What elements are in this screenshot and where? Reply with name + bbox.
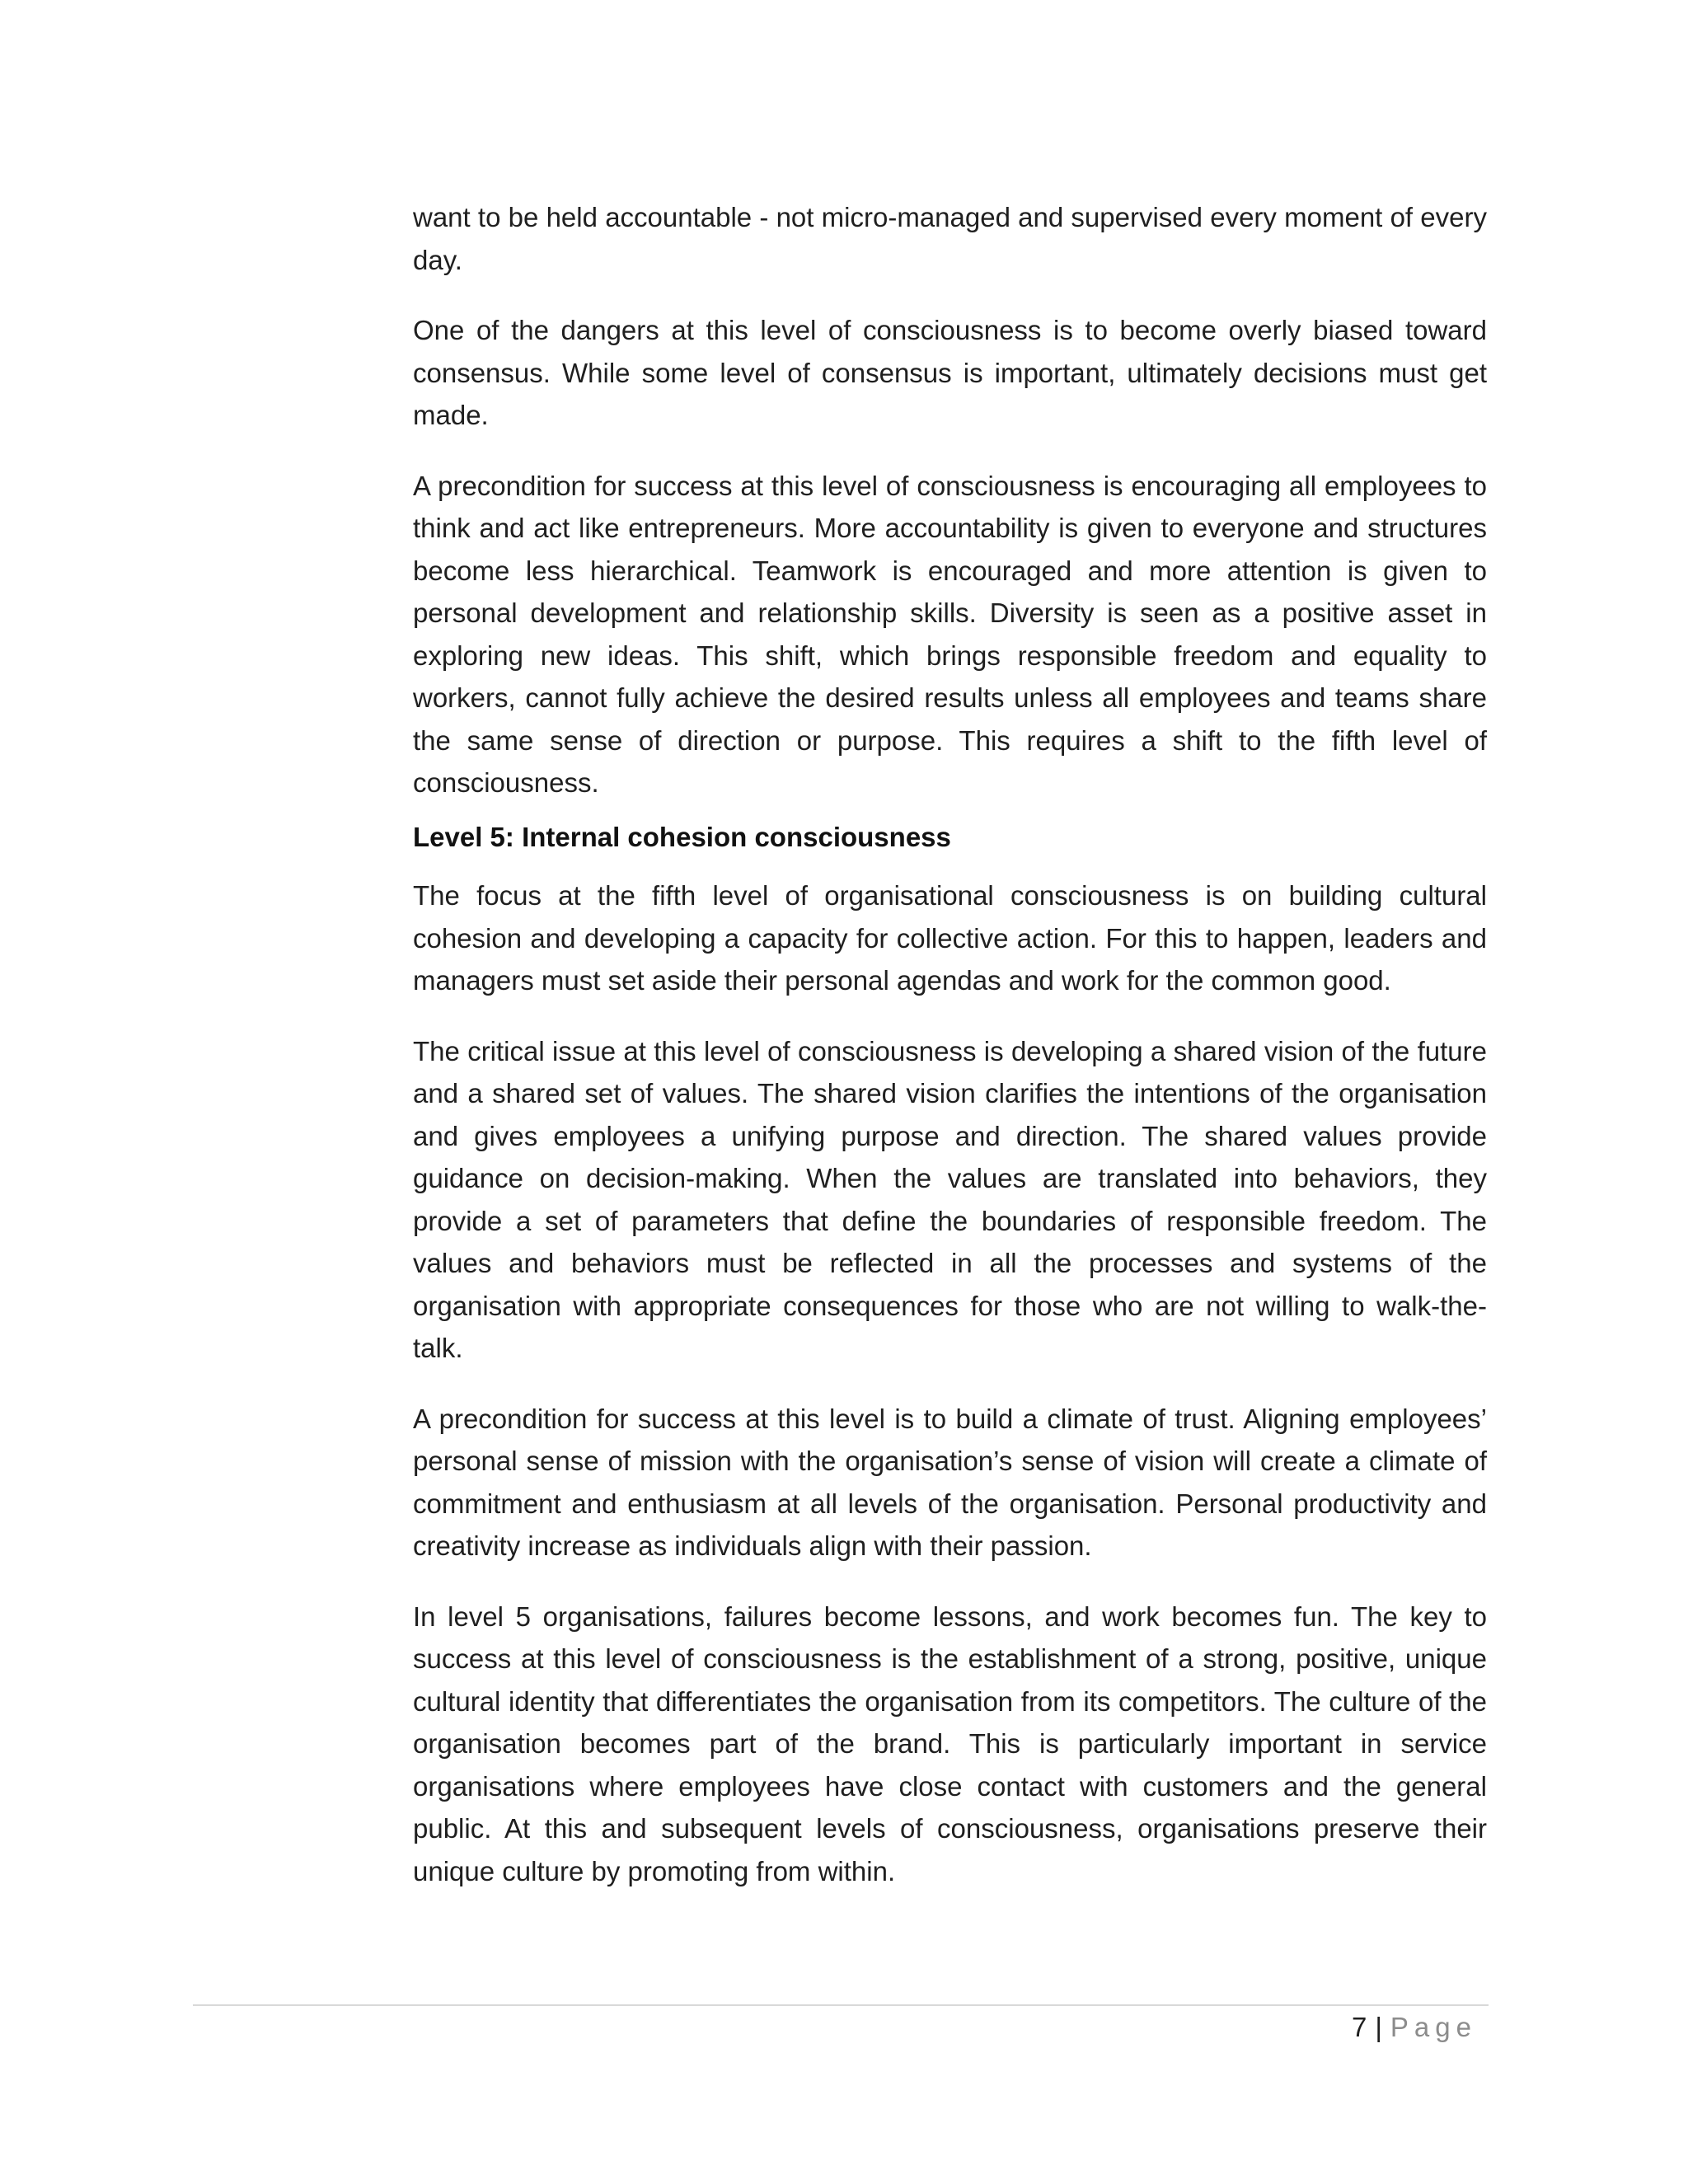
page-body	[413, 196, 1487, 1920]
page-footer	[1352, 2008, 1477, 2047]
paragraph: One of the dangers at this level of consciousness is to become overly biased toward consensus. While some level of consensus is important, ultimately decisions must get made.	[413, 315, 1487, 430]
page-number: 7	[1351, 2012, 1367, 2042]
paragraph: A precondition for success at this level is to build a climate of trust. Aligning employees’ personal sense of mission with the organisation’s sense of vision will create a climate of commitment and enthusiasm at all levels of the organisation. Personal productivity and creativity increase as individuals align with their passion.	[413, 1403, 1487, 1561]
footer-divider	[193, 2004, 1489, 2006]
paragraph: A precondition for success at this level of consciousness is encouraging all employees to think and act like entrepreneurs. More accountability is given to everyone and structures become less hierarchical. Teamwork is encouraged and more attention is given to personal development and relationship skills. Diversity is seen as a positive asset in exploring new ideas. This shift, which brings responsible freedom and equality to workers, cannot fully achieve the desired results unless all employees and teams share the same sense of direction or purpose. This requires a shift to the fifth level of consciousness.	[413, 470, 1487, 798]
paragraph: want to be held accountable - not micro-managed and supervised every moment of every day.	[413, 202, 1487, 275]
footer-separator: |	[1375, 2012, 1382, 2042]
paragraph: The critical issue at this level of consciousness is developing a shared vision of the future and a shared set of values. The shared vision clarifies the intentions of the organisation and gives employees a unifying purpose and direction. The shared values provide guidance on decision-making. When the values are translated into behaviors, they provide a set of parameters that define the boundaries of responsible freedom. The values and behaviors must be reflected in all the processes and systems of the organisation with appropriate consequences for those who are not willing to walk-the-talk.	[413, 1035, 1487, 1363]
paragraph: The focus at the fifth level of organisational consciousness is on building cultural cohesion and developing a capacity for collective action. For this to happen, leaders and managers must set aside their personal agendas and work for the common good.	[413, 880, 1487, 996]
paragraph: In level 5 organisations, failures become lessons, and work becomes fun. The key to success at this level of consciousness is the establishment of a strong, positive, unique cultural identity that differentiates the organisation from its competitors. The culture of the organisation becomes part of the brand. This is particularly important in service organisations where employees have close contact with customers and the general public. At this and subsequent levels of consciousness, organisations preserve their unique culture by promoting from within.	[413, 1601, 1487, 1886]
section-heading: Level 5: Internal cohesion consciousness	[413, 821, 951, 852]
page-label: Page	[1390, 2012, 1477, 2042]
